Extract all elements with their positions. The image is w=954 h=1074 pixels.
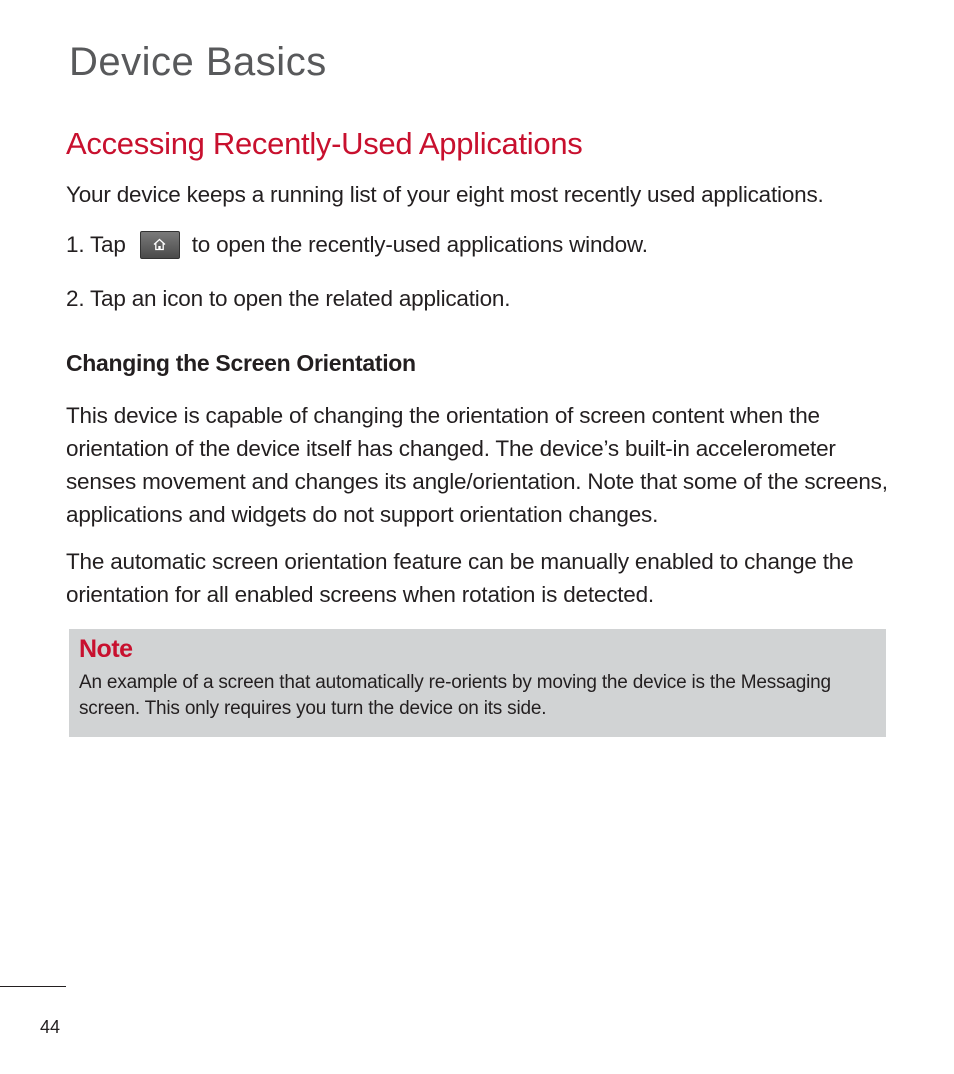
subsection-title: Changing the Screen Orientation bbox=[66, 350, 416, 376]
page-header: Device Basics bbox=[69, 40, 327, 84]
intro-text: Your device keeps a running list of your eight most recently used applications. bbox=[66, 182, 824, 207]
note-body: An example of a screen that automatically re-orients by moving the device is the Messaging screen. This only requires you turn the device on its side. bbox=[79, 672, 831, 719]
orientation-paragraph-1: This device is capable of changing the orientation of screen content when the orientation of the device itself has changed. The device’s built-in accelerometer senses movement and changes its angle/orientation. Note that some of the screens, applications and widgets do not support orientation changes. bbox=[66, 403, 888, 527]
page-number: 44 bbox=[40, 1017, 61, 1037]
step-1-prefix: 1. Tap bbox=[66, 232, 126, 257]
home-key-icon bbox=[140, 231, 180, 259]
footer-rule bbox=[0, 986, 66, 987]
note-title: Note bbox=[79, 635, 133, 663]
step-1 bbox=[66, 228, 648, 261]
note-box bbox=[69, 629, 886, 737]
section-title: Accessing Recently-Used Applications bbox=[66, 126, 583, 161]
step-1-suffix: to open the recently-used applications window. bbox=[191, 232, 648, 257]
orientation-paragraph-2: The automatic screen orientation feature can be manually enabled to change the orientation for all enabled screens when rotation is detected. bbox=[66, 549, 854, 607]
step-2: 2. Tap an icon to open the related application. bbox=[66, 286, 511, 311]
